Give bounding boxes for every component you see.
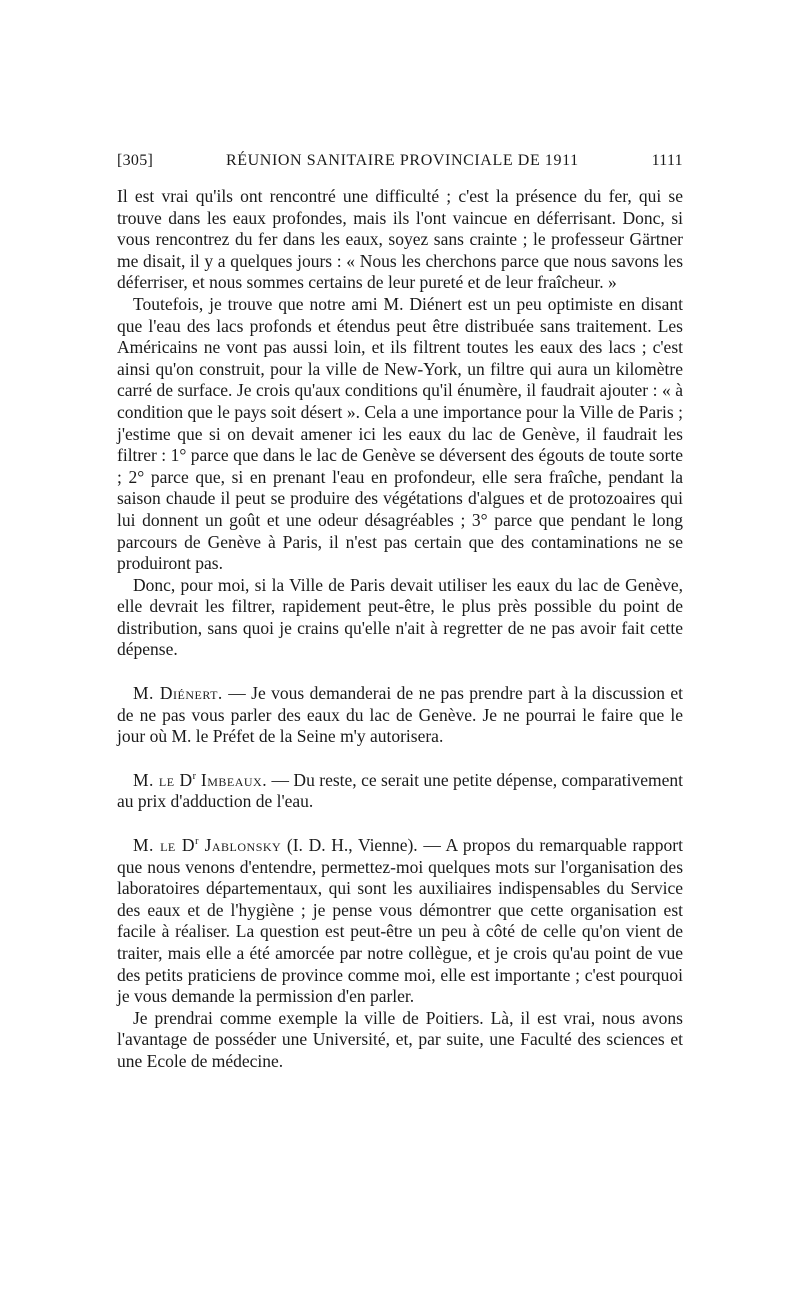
paragraph-gartner: Il est vrai qu'ils ont rencontré une difficulté ; c'est la présence du fer, qui se trouve dans les eaux profondes, mais ils l'ont vaincue en déferrisant. Donc, si vous rencontrez du fer dans les eaux, soyez sans crainte ; le professeur Gärtner me disait, il y a quelques jours : « Nous les cherchons parce que nous savons les déferriser, et nous sommes certains de leur pureté et de leur fraîcheur. » (117, 186, 683, 293)
speaker-affiliation: (I. D. H., Vienne). (281, 835, 418, 856)
running-header (117, 152, 683, 170)
page-bracket: [305] (117, 152, 154, 169)
body-text (117, 186, 683, 1073)
paragraph-poitiers: Je prendrai comme exemple la ville de Poitiers. Là, il est vrai, nous avons l'avantage de posséder une Université, et, par suite, une Faculté des sciences et une Ecole de médecine. (117, 1007, 683, 1071)
speech-jablonsky (117, 835, 683, 1008)
paragraph-conclusion: Donc, pour moi, si la Ville de Paris devait utiliser les eaux du lac de Genève, elle devrait les filtrer, rapidement peut-être, le plus près possible du point de distribution, sans quoi je crains qu'elle n'ait à regretter de ne pas avoir fait cette dépense. (117, 574, 683, 660)
speaker-prefix: M. le D (133, 769, 193, 790)
speaker-prefix: M. le D (133, 835, 196, 856)
speech-dienert (117, 683, 683, 748)
paragraph-filtration: Toutefois, je trouve que notre ami M. Diénert est un peu optimiste en disant que l'eau des lacs profonds et étendus peut être distribuée sans traitement. Les Américains ne vont pas aussi loin, et ils filtrent toutes les eaux des lacs ; c'est ainsi qu'on construit, pour la ville de New-York, un filtre qui aura un kilomètre carré de surface. Je crois qu'aux conditions qu'il énumère, il faudrait ajouter : « à condition que le pays soit désert ». Cela a une importance pour la Ville de Paris ; j'estime que si on devait amener ici les eaux du lac de Genève, il faudrait les filtrer : 1° parce que dans le lac de Genève se déversent des égouts de toute sorte ; 2° parce que, si en prenant l'eau en profondeur, elle sera fraîche, pendant la saison chaude il peut se produire des végétations d'algues et de protozoaires qui lui donnent un goût et une odeur désagréables ; 3° parce que pendant le long parcours de Genève à Paris, il n'est pas certain que des contaminations ne se produiront pas. (117, 293, 683, 574)
speaker-sup: r (195, 836, 199, 848)
speaker-name: M. Diénert. (133, 683, 223, 704)
speaker-name: Jablonsky (198, 835, 282, 856)
running-title: RÉUNION SANITAIRE PROVINCIALE DE 1911 (225, 152, 579, 169)
speech-imbeaux (117, 770, 683, 813)
speech-text: — Je vous demanderai de ne pas prendre part à la discussion et de ne pas vous parler des eaux du lac de Genève. Je ne pourrai le faire que le jour où M. le Préfet de la Seine m'y autorisera. (117, 683, 683, 747)
speaker-name: Imbeaux. (195, 769, 268, 790)
speech-text: — Du reste, ce serait une petite dépense, comparativement au prix d'adduction de l'eau. (117, 769, 683, 812)
speaker-sup: r (192, 771, 196, 783)
speech-text: — A propos du remarquable rapport que nous venons d'entendre, permettez-moi quelques mots sur l'organisation des laboratoires départementaux, qui sont les auxiliaires indispensables du Service des eaux et de l'hygiène ; je pense vous démontrer que cette organisation est facile à réaliser. La question est peut-être un peu à côté de celle qu'on vient de traiter, mais elle a été amorcée par notre collègue, et je crois qu'au point de vue des petits praticiens de province comme moi, elle est importante ; c'est pourquoi je vous demande la permission d'en parler. (117, 835, 683, 1007)
page-number: 1111 (651, 152, 683, 169)
